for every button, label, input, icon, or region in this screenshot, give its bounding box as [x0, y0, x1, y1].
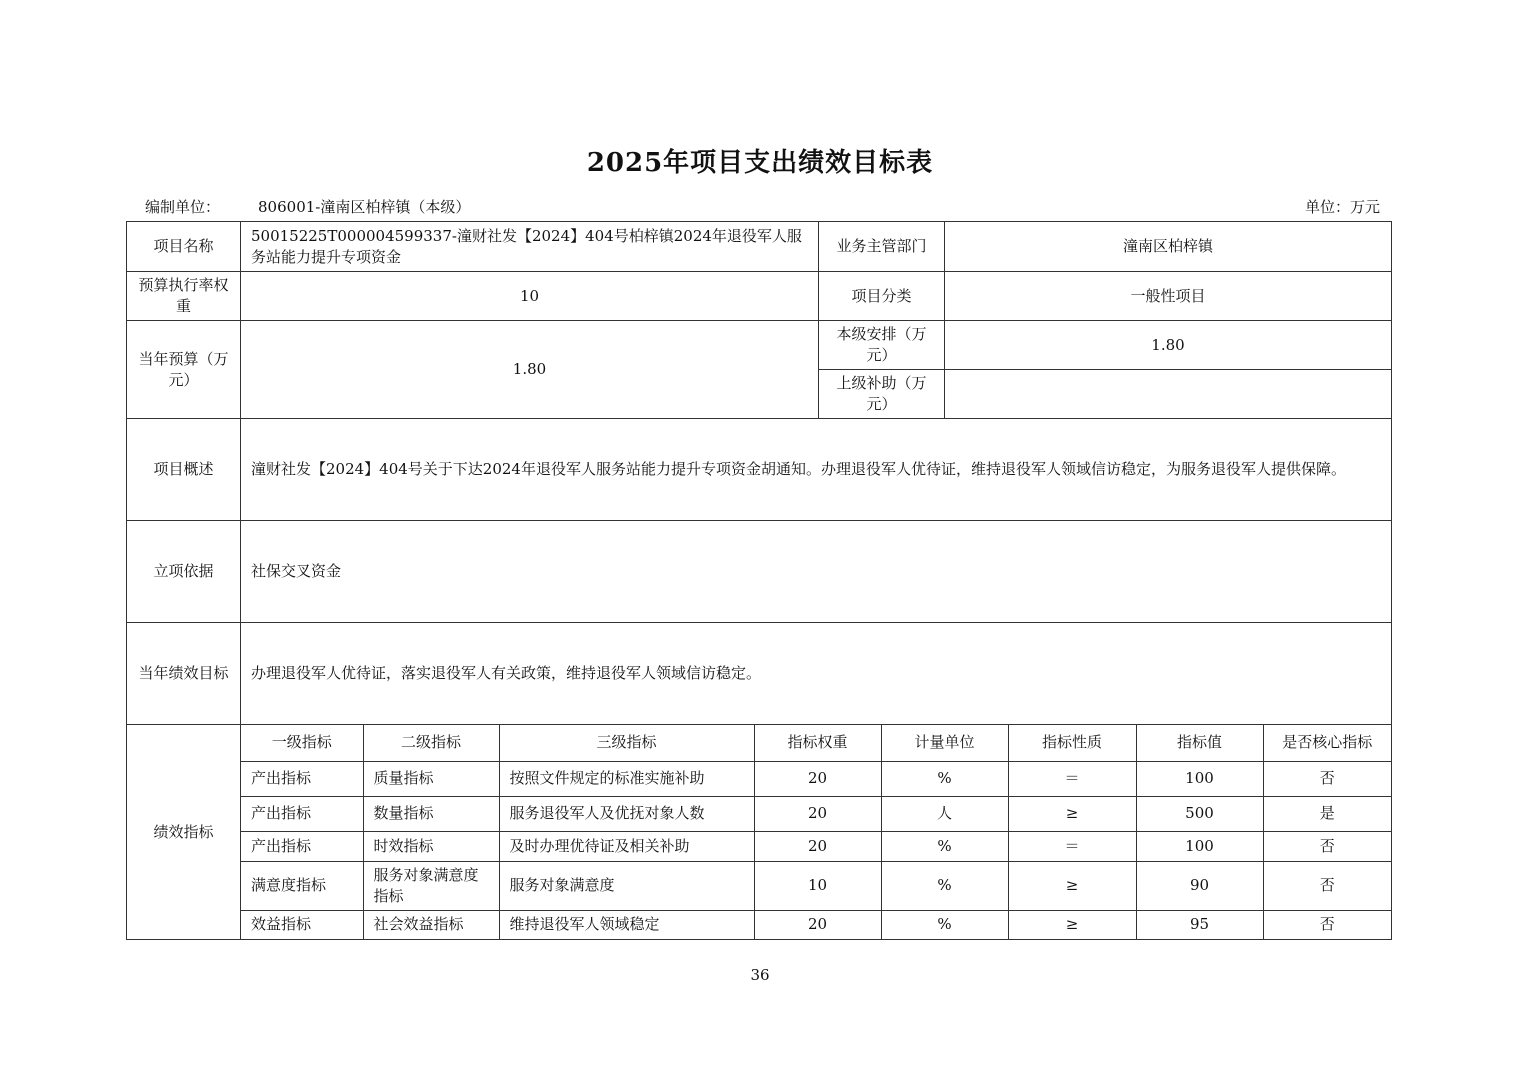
header-value: 指标值: [1136, 725, 1263, 761]
nature-cell: ＝: [1008, 831, 1136, 861]
unit-cell: 人: [881, 796, 1008, 831]
project-name-value: 50015225T000004599337-潼财社发【2024】404号柏梓镇2024年退役军人服务站能力提升专项资金: [241, 222, 819, 272]
header-unit: 计量单位: [881, 725, 1008, 761]
upper-funding-label: 上级补助（万元）: [819, 370, 945, 419]
table-row: [241, 831, 1391, 861]
value-cell: 100: [1136, 831, 1263, 861]
header-nature: 指标性质: [1008, 725, 1136, 761]
table-row: [241, 761, 1391, 796]
basis-value: 社保交叉资金: [241, 521, 1392, 623]
level3-cell: 服务退役军人及优抚对象人数: [499, 796, 754, 831]
level1-cell: 满意度指标: [241, 861, 363, 910]
overview-label: 项目概述: [127, 419, 241, 521]
overview-value: 潼财社发【2024】404号关于下达2024年退役军人服务站能力提升专项资金胡通知。办理退役军人优待证，维持退役军人领域信访稳定，为服务退役军人提供保障。: [241, 419, 1392, 521]
level1-cell: 效益指标: [241, 910, 363, 939]
core-cell: 否: [1263, 761, 1391, 796]
local-funding-value: 1.80: [945, 321, 1392, 370]
unit-cell: %: [881, 761, 1008, 796]
weight-value: 10: [241, 272, 819, 321]
nature-cell: ＝: [1008, 761, 1136, 796]
header-level1: 一级指标: [241, 725, 363, 761]
weight-cell: 10: [754, 861, 881, 910]
indicators-table: [241, 725, 1391, 939]
level3-cell: 维持退役军人领域稳定: [499, 910, 754, 939]
local-funding-label: 本级安排（万元）: [819, 321, 945, 370]
table-row: [241, 796, 1391, 831]
basis-label: 立项依据: [127, 521, 241, 623]
dept-value: 潼南区柏梓镇: [945, 222, 1392, 272]
unit-cell: %: [881, 831, 1008, 861]
issuing-unit-value: 806001-潼南区柏梓镇（本级）: [258, 198, 471, 216]
header-weight: 指标权重: [754, 725, 881, 761]
currency-unit: 单位：万元: [1304, 198, 1380, 216]
dept-label: 业务主管部门: [819, 222, 945, 272]
project-name-label: 项目名称: [127, 222, 241, 272]
issuing-unit-label: 编制单位：: [145, 198, 221, 216]
page-number: 36: [750, 966, 770, 984]
table-row: [241, 861, 1391, 910]
weight-cell: 20: [754, 831, 881, 861]
core-cell: 否: [1263, 910, 1391, 939]
unit-cell: %: [881, 861, 1008, 910]
level2-cell: 服务对象满意度指标: [363, 861, 499, 910]
weight-cell: 20: [754, 910, 881, 939]
page-title: 2025年项目支出绩效目标表: [586, 148, 934, 178]
level2-cell: 社会效益指标: [363, 910, 499, 939]
level2-cell: 时效指标: [363, 831, 499, 861]
value-cell: 90: [1136, 861, 1263, 910]
header-level2: 二级指标: [363, 725, 499, 761]
level2-cell: 质量指标: [363, 761, 499, 796]
level2-cell: 数量指标: [363, 796, 499, 831]
nature-cell: ≥: [1008, 796, 1136, 831]
value-cell: 95: [1136, 910, 1263, 939]
budget-value: 1.80: [241, 321, 819, 419]
level3-cell: 服务对象满意度: [499, 861, 754, 910]
level3-cell: 按照文件规定的标准实施补助: [499, 761, 754, 796]
header-level3: 三级指标: [499, 725, 754, 761]
core-cell: 是: [1263, 796, 1391, 831]
nature-cell: ≥: [1008, 861, 1136, 910]
goal-value: 办理退役军人优待证，落实退役军人有关政策，维持退役军人领域信访稳定。: [241, 623, 1392, 725]
goal-label: 当年绩效目标: [127, 623, 241, 725]
weight-cell: 20: [754, 796, 881, 831]
upper-funding-value: [945, 370, 1392, 419]
table-row: [241, 910, 1391, 939]
weight-label: 预算执行率权重: [127, 272, 241, 321]
weight-cell: 20: [754, 761, 881, 796]
value-cell: 100: [1136, 761, 1263, 796]
indicators-header-row: [241, 725, 1391, 761]
level1-cell: 产出指标: [241, 831, 363, 861]
issuing-unit: [145, 196, 470, 217]
indicators-label: 绩效指标: [127, 725, 241, 940]
category-value: 一般性项目: [945, 272, 1392, 321]
level1-cell: 产出指标: [241, 761, 363, 796]
budget-label: 当年预算（万元）: [127, 321, 241, 419]
level1-cell: 产出指标: [241, 796, 363, 831]
indicators-cell: [241, 725, 1392, 940]
header-core: 是否核心指标: [1263, 725, 1391, 761]
performance-table: [126, 221, 1392, 940]
level3-cell: 及时办理优待证及相关补助: [499, 831, 754, 861]
nature-cell: ≥: [1008, 910, 1136, 939]
unit-cell: %: [881, 910, 1008, 939]
core-cell: 否: [1263, 831, 1391, 861]
core-cell: 否: [1263, 861, 1391, 910]
value-cell: 500: [1136, 796, 1263, 831]
category-label: 项目分类: [819, 272, 945, 321]
